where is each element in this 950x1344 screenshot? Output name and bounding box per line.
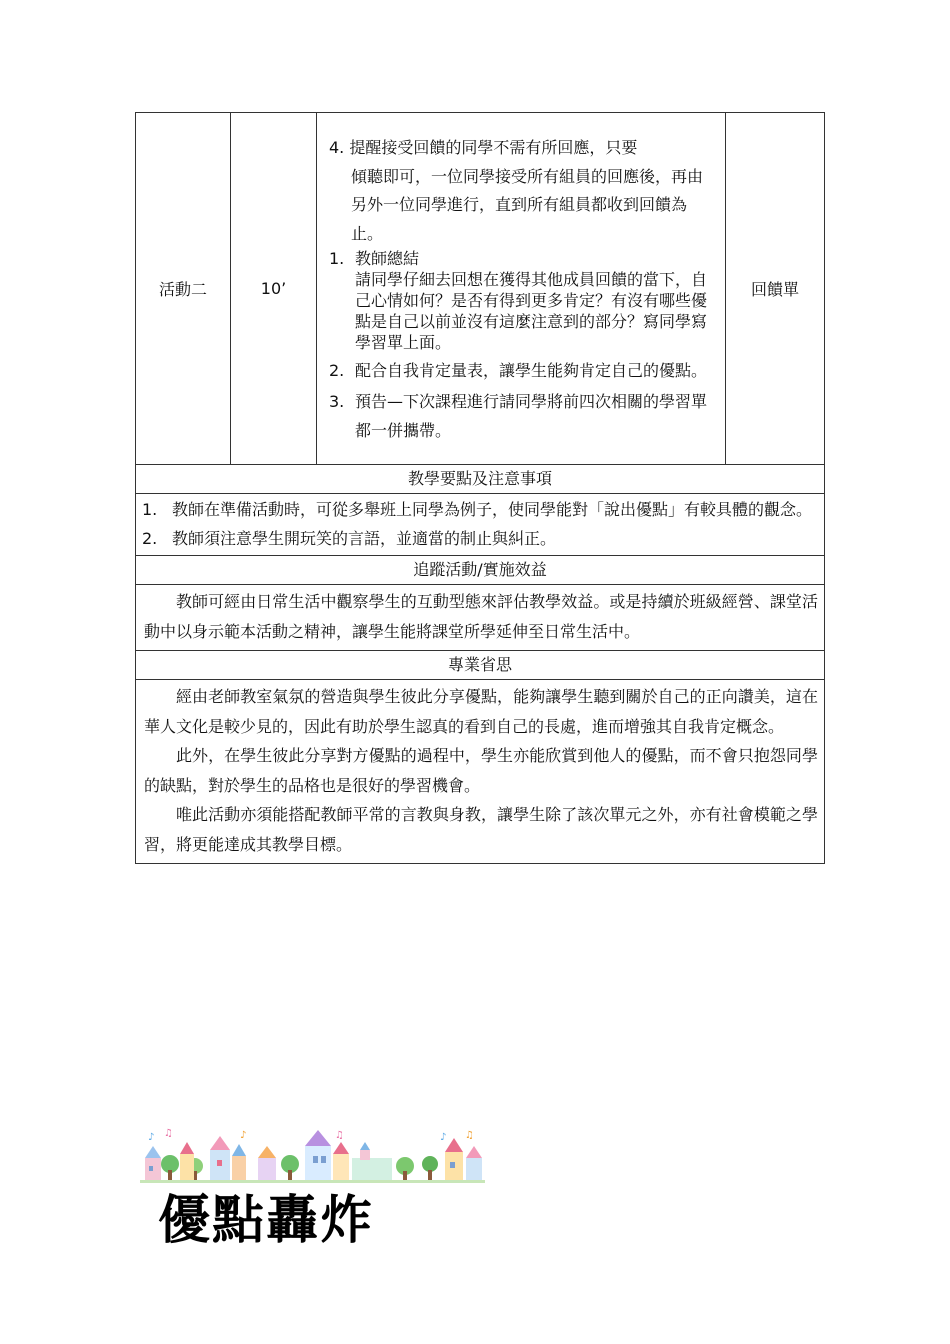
- item-number: 1.: [329, 249, 345, 268]
- tracking-header-row: [136, 556, 825, 585]
- reflection-content: [136, 680, 825, 864]
- tracking-content: [136, 585, 825, 651]
- tracking-header: 追蹤活動/實施效益: [136, 556, 825, 585]
- tracking-row: [136, 585, 825, 651]
- reflection-header: 專業省思: [136, 651, 825, 680]
- step-4: [329, 134, 717, 248]
- note-item-2: [142, 525, 818, 554]
- step-4-number: 4.: [329, 138, 345, 157]
- item-text: 預告—下次課程進行請同學將前四次相關的學習單都一併攜帶。: [355, 392, 708, 440]
- reflection-header-row: [136, 651, 825, 680]
- note-text: 教師在準備活動時，可從多舉班上同學為例子，使同學能對「說出優點」有較具體的觀念。: [172, 500, 813, 519]
- activity-name: 活動二: [136, 113, 231, 465]
- activity-resource: 回饋單: [726, 113, 825, 465]
- notes-content: [136, 494, 825, 556]
- summary-item-2: [329, 360, 717, 381]
- svg-text:♫: ♫: [335, 1130, 344, 1141]
- title-art-text: 優點轟炸: [158, 1190, 375, 1251]
- tracking-text: 教師可經由日常生活中觀察學生的互動型態來評估教學效益。或是持續於班級經營、課堂活動中以身示範本活動之精神，讓學生能將課堂所學延伸至日常生活中。: [144, 592, 818, 641]
- item-text: 請同學仔細去回想在獲得其他成員回饋的當下，自己心情如何？是否有得到更多肯定？有沒有哪些優點是自己以前並沒有這麼注意到的部分？寫同學寫學習單上面。: [355, 270, 708, 352]
- summary-item-3: [329, 388, 717, 445]
- summary-item-1: [329, 248, 717, 353]
- reflection-paragraph-2: 此外，在學生彼此分享對方優點的過程中，學生亦能欣賞到他人的優點，而不會只抱怨同學的缺點，對於學生的品格也是很好的學習機會。: [144, 746, 818, 795]
- lesson-plan-table: [135, 112, 825, 864]
- svg-text:♪: ♪: [148, 1132, 155, 1143]
- svg-text:♫: ♫: [164, 1128, 173, 1139]
- svg-text:♪: ♪: [440, 1132, 447, 1143]
- step-4-first-line: 提醒接受回饋的同學不需有所回應，只要: [349, 138, 638, 157]
- svg-text:♪: ♪: [240, 1130, 247, 1141]
- activity-content: [317, 113, 726, 465]
- step-4-rest: 傾聽即可，一位同學接受所有組員的回應後，再由另外一位同學進行，直到所有組員都收到回饋為止。: [351, 166, 704, 243]
- activity-row: [136, 113, 825, 465]
- item-text: 配合自我肯定量表，讓學生能夠肯定自己的優點。: [355, 361, 708, 380]
- svg-text:♫: ♫: [465, 1130, 474, 1141]
- activity-time: 10’: [231, 113, 317, 465]
- reflection-paragraph-3: 唯此活動亦須能搭配教師平常的言教與身教，讓學生除了該次單元之外，亦有社會模範之學習，將更能達成其教學目標。: [144, 805, 818, 854]
- reflection-row: [136, 680, 825, 864]
- note-number: 1.: [142, 500, 158, 519]
- reflection-paragraph-1: 經由老師教室氣氛的營造與學生彼此分享優點，能夠讓學生聽到關於自己的正向讚美，這在華人文化是較少見的，因此有助於學生認真的看到自己的長處，進而增強其自我肯定概念。: [144, 687, 818, 736]
- notes-header-row: [136, 465, 825, 494]
- item-number: 2.: [329, 361, 345, 380]
- item-number: 3.: [329, 392, 345, 411]
- note-item-1: [142, 496, 818, 525]
- notes-header: 教學要點及注意事項: [136, 465, 825, 494]
- trees: [161, 1155, 438, 1180]
- notes-row: [136, 494, 825, 556]
- note-number: 2.: [142, 528, 158, 548]
- item-title: 教師總結: [355, 249, 420, 268]
- note-text: 教師須注意學生開玩笑的言語，並適當的制止與糾正。: [172, 528, 557, 548]
